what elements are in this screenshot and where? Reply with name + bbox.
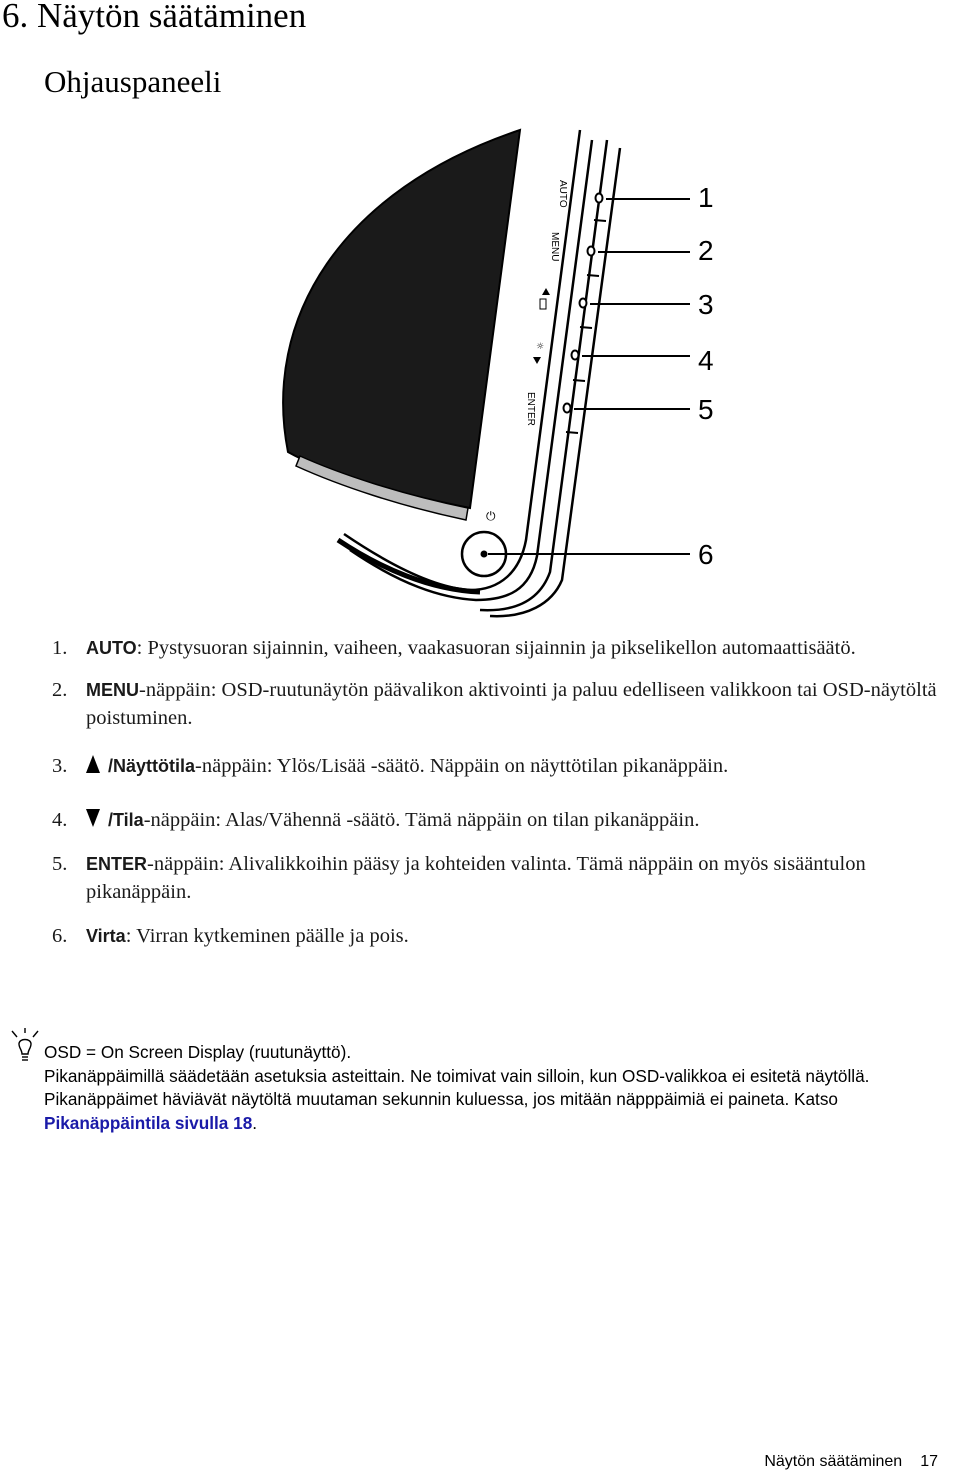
item-number: 3. (52, 755, 68, 777)
item-key: AUTO (86, 638, 137, 658)
callout-1: 1 (698, 182, 714, 213)
list-item (40, 634, 940, 662)
item-number: 4. (52, 809, 68, 831)
hotkey-mode-link[interactable]: Pikanäppäintila sivulla 18 (44, 1112, 253, 1133)
chapter-title: 6. Näytön säätäminen (2, 0, 307, 35)
footer-section: Näytön säätäminen (764, 1453, 903, 1470)
item-number: 1. (52, 637, 68, 659)
item-text: -näppäin: Alivalikkoihin pääsy ja kohteiden valinta. Tämä näppäin on myös sisääntulon pikanäppäin. (86, 853, 866, 903)
menu-button-icon (588, 247, 595, 256)
up-arrow-icon (86, 755, 100, 773)
list-item (40, 922, 940, 950)
page-footer (764, 1453, 938, 1471)
input-icon: ☼ (536, 342, 545, 352)
item-text: -näppäin: OSD-ruutunäytön päävalikon aktivointi ja paluu edelliseen valikkoon tai OSD-näytöltä poistuminen. (86, 679, 937, 729)
item-text: : Pystysuoran sijainnin, vaiheen, vaakasuoran sijainnin ja pikselikellon automaattisäätö. (136, 637, 856, 659)
note (44, 1041, 924, 1135)
item-text: -näppäin: Ylös/Lisää -säätö. Näppäin on näyttötilan pikanäppäin. (195, 755, 729, 777)
power-icon: ⏻ (486, 509, 496, 523)
list-item (40, 752, 940, 780)
item-key: /Tila (108, 810, 144, 830)
down-arrow-icon (533, 357, 541, 364)
control-panel-diagram (0, 0, 960, 620)
menu-label: MENU (549, 232, 560, 262)
callout-3: 3 (698, 289, 714, 320)
item-key: /Näyttötila (108, 756, 196, 776)
item-key: ENTER (86, 854, 148, 874)
down-arrow-icon (86, 809, 100, 827)
item-text: : Virran kytkeminen päälle ja pois. (125, 925, 409, 947)
up-button-icon (580, 299, 587, 308)
callout-4: 4 (698, 345, 714, 376)
page-number: 17 (920, 1453, 938, 1470)
callout-2: 2 (698, 235, 714, 266)
note-end: . (252, 1112, 258, 1133)
item-number: 5. (52, 853, 68, 875)
item-number: 6. (52, 925, 68, 947)
bezel-edge (490, 148, 620, 616)
mode-icon (540, 299, 546, 309)
enter-label: ENTER (525, 392, 536, 426)
section-title: Ohjauspaneeli (44, 64, 222, 99)
up-arrow-icon (542, 288, 550, 295)
enter-button-icon (564, 404, 571, 413)
button-description-list (40, 634, 940, 950)
item-key: Virta (86, 926, 126, 946)
monitor-screen (283, 130, 520, 508)
auto-button-icon (596, 194, 603, 203)
list-item (40, 676, 940, 732)
auto-label: AUTO (557, 180, 568, 208)
list-item (40, 850, 940, 906)
list-item (40, 806, 940, 834)
note-line: OSD = On Screen Display (ruutunäyttö). (44, 1042, 352, 1062)
lightbulb-icon (8, 1028, 42, 1064)
down-button-icon (572, 351, 579, 360)
callout-5: 5 (698, 394, 714, 425)
item-key: MENU (86, 680, 139, 700)
power-button (462, 509, 506, 576)
item-number: 2. (52, 679, 68, 701)
item-text: -näppäin: Alas/Vähennä -säätö. Tämä näppäin on tilan pikanäppäin. (143, 809, 700, 831)
note-text: Pikanäppäimillä säädetään asetuksia asteittain. Ne toimivat vain silloin, kun OSD-valikkoa ei esitetä näytöllä. Pikanäppäimet häviävät näytöltä muutaman sekunnin kuluessa, jos mitään näpppäimiä ei paineta. Katso (44, 1065, 870, 1109)
callout-6: 6 (698, 539, 714, 570)
note-paragraph (44, 1065, 924, 1136)
